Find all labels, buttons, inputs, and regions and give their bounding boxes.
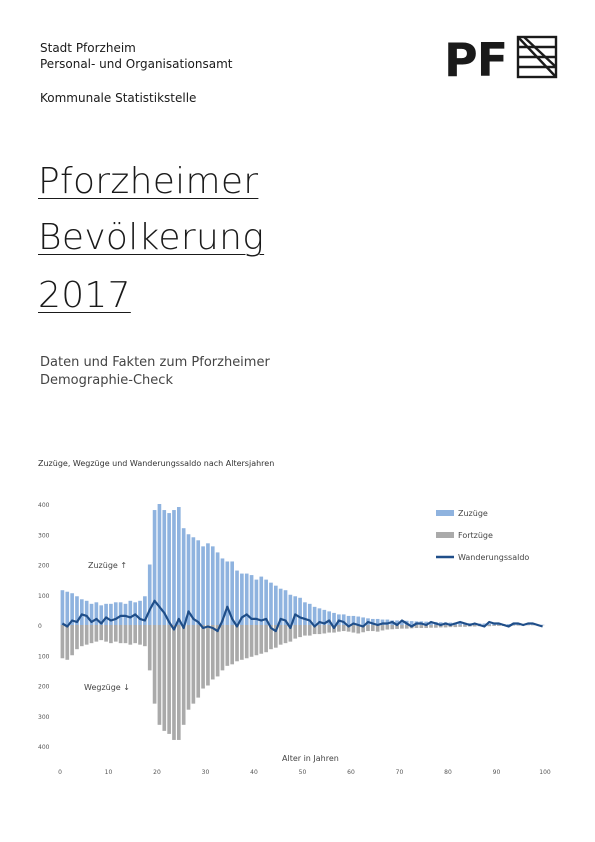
bar-fortzuege: [318, 625, 322, 634]
bar-zuzuege: [177, 507, 181, 625]
bar-fortzuege: [80, 625, 84, 646]
bar-fortzuege: [109, 625, 113, 643]
x-tick-label: 0: [58, 769, 62, 776]
bar-zuzuege: [182, 528, 186, 625]
bar-fortzuege: [104, 625, 108, 642]
legend-swatch-zuzuege: [436, 510, 454, 516]
pf-logo: [444, 34, 562, 80]
bar-fortzuege: [192, 625, 196, 704]
bar-fortzuege: [124, 625, 128, 643]
bar-fortzuege: [167, 625, 171, 734]
legend-label-saldo: Wanderungssaldo: [458, 553, 530, 562]
chart-legend: [436, 509, 529, 562]
bar-fortzuege: [206, 625, 210, 686]
bar-zuzuege: [206, 543, 210, 625]
bar-fortzuege: [255, 625, 259, 655]
x-tick-label: 30: [201, 769, 210, 776]
bar-fortzuege: [143, 625, 147, 646]
chart-annotation-wegzuege: Wegzüge ↓: [84, 683, 130, 692]
x-tick-label: 70: [395, 769, 404, 776]
x-tick-label: 90: [492, 769, 501, 776]
x-tick-label: 10: [104, 769, 113, 776]
migration-chart: [30, 454, 570, 794]
x-tick-label: 80: [444, 769, 452, 776]
x-axis-label: Alter in Jahren: [282, 754, 339, 763]
bar-zuzuege: [289, 595, 293, 625]
bar-zuzuege: [259, 577, 263, 625]
bar-fortzuege: [308, 625, 312, 636]
title-line-2: Bevölkerung: [38, 217, 265, 258]
bar-fortzuege: [337, 625, 341, 632]
bar-zuzuege: [332, 613, 336, 625]
legend-swatch-fortzuege: [436, 532, 454, 538]
bar-fortzuege: [65, 625, 69, 660]
bar-fortzuege: [187, 625, 191, 710]
bar-fortzuege: [298, 625, 302, 637]
bar-fortzuege: [327, 625, 331, 633]
bar-fortzuege: [240, 625, 244, 660]
bar-fortzuege: [70, 625, 74, 655]
bar-fortzuege: [177, 625, 181, 740]
bar-zuzuege: [138, 601, 142, 625]
bar-zuzuege: [172, 510, 176, 625]
bar-fortzuege: [99, 625, 103, 640]
bar-fortzuege: [264, 625, 268, 652]
x-tick-label: 60: [347, 769, 355, 776]
bar-zuzuege: [313, 607, 317, 625]
chart-annotation-zuzuege: Zuzüge ↑: [88, 561, 128, 570]
bar-zuzuege: [167, 513, 171, 625]
bar-zuzuege: [129, 601, 133, 625]
bar-zuzuege: [211, 546, 215, 625]
bar-fortzuege: [153, 625, 157, 704]
bar-fortzuege: [201, 625, 205, 689]
bar-fortzuege: [371, 625, 375, 631]
bar-fortzuege: [497, 625, 501, 626]
bar-fortzuege: [458, 625, 462, 627]
bar-fortzuege: [85, 625, 89, 645]
bar-fortzuege: [162, 625, 166, 731]
title-line-1: Pforzheimer: [38, 161, 259, 202]
bar-fortzuege: [196, 625, 200, 698]
bar-fortzuege: [284, 625, 288, 643]
x-tick-label: 40: [250, 769, 258, 776]
bar-zuzuege: [303, 602, 307, 625]
bar-fortzuege: [216, 625, 220, 676]
bar-fortzuege: [129, 625, 133, 645]
bar-fortzuege: [90, 625, 94, 643]
bar-fortzuege: [492, 625, 496, 626]
bar-zuzuege: [410, 621, 414, 625]
bar-fortzuege: [279, 625, 283, 645]
bar-fortzuege: [226, 625, 230, 666]
bar-fortzuege: [182, 625, 186, 725]
bar-zuzuege: [114, 602, 118, 625]
bar-fortzuege: [95, 625, 99, 642]
bar-zuzuege: [124, 604, 128, 625]
y-tick-label: 200: [38, 562, 50, 570]
y-tick-label: 400: [38, 502, 50, 509]
bar-fortzuege: [303, 625, 307, 636]
bar-fortzuege: [119, 625, 123, 643]
bar-fortzuege: [133, 625, 137, 643]
bar-zuzuege: [245, 574, 249, 625]
bar-fortzuege: [381, 625, 385, 630]
bar-fortzuege: [487, 625, 491, 626]
bar-fortzuege: [453, 625, 457, 627]
bar-zuzuege: [153, 510, 157, 625]
bar-fortzuege: [420, 625, 424, 628]
bar-zuzuege: [109, 604, 113, 625]
bar-fortzuege: [158, 625, 162, 725]
bar-zuzuege: [216, 552, 220, 625]
bar-zuzuege: [61, 590, 65, 625]
bar-fortzuege: [352, 625, 356, 633]
bar-zuzuege: [65, 592, 69, 625]
bar-zuzuege: [85, 601, 89, 625]
bar-fortzuege: [366, 625, 370, 631]
bar-fortzuege: [148, 625, 152, 670]
chart-title: Zuzüge, Wegzüge und Wanderungssaldo nach Altersjahren: [38, 459, 275, 468]
y-tick-label: 100: [38, 653, 50, 661]
logo-emblem-icon: [518, 37, 556, 77]
bar-fortzuege: [463, 625, 467, 627]
y-tick-label: 300: [38, 532, 50, 540]
x-tick-label: 50: [298, 769, 307, 776]
bar-zuzuege: [196, 540, 200, 625]
bar-zuzuege: [192, 537, 196, 625]
bar-fortzuege: [61, 625, 65, 658]
bar-zuzuege: [235, 571, 239, 625]
header-line-department: Kommunale Statistikstelle: [40, 91, 197, 105]
bar-fortzuege: [259, 625, 263, 654]
bar-fortzuege: [293, 625, 297, 639]
bar-zuzuege: [104, 604, 108, 625]
bar-zuzuege: [347, 616, 351, 625]
subtitle-line-2: Demographie-Check: [40, 373, 173, 388]
bar-zuzuege: [201, 546, 205, 625]
header-line-city: Stadt Pforzheim: [40, 41, 136, 55]
bar-fortzuege: [250, 625, 254, 657]
x-tick-label: 100: [539, 769, 551, 776]
y-tick-label: 400: [38, 744, 50, 751]
bar-fortzuege: [323, 625, 327, 633]
bar-zuzuege: [274, 586, 278, 625]
logo-text: PF: [444, 34, 508, 80]
subtitle-line-1: Daten und Fakten zum Pforzheimer: [40, 355, 270, 370]
bar-zuzuege: [162, 510, 166, 625]
y-tick-label: 300: [38, 713, 50, 721]
bar-fortzuege: [235, 625, 239, 661]
bar-zuzuege: [148, 565, 152, 626]
bar-fortzuege: [138, 625, 142, 645]
bar-zuzuege: [298, 598, 302, 625]
bar-fortzuege: [211, 625, 215, 679]
y-tick-label: 100: [38, 592, 50, 600]
x-tick-label: 20: [153, 769, 161, 776]
bar-fortzuege: [429, 625, 433, 628]
legend-label-fortzuege: Fortzüge: [458, 531, 493, 540]
bar-zuzuege: [80, 599, 84, 625]
bar-fortzuege: [390, 625, 394, 629]
bar-fortzuege: [400, 625, 404, 629]
bar-fortzuege: [444, 625, 448, 627]
bar-fortzuege: [230, 625, 234, 664]
bar-fortzuege: [342, 625, 346, 631]
bar-zuzuege: [269, 583, 273, 625]
bar-fortzuege: [172, 625, 176, 740]
bar-fortzuege: [245, 625, 249, 658]
bar-zuzuege: [226, 561, 230, 625]
y-tick-label: 0: [38, 623, 42, 630]
bar-zuzuege: [119, 602, 123, 625]
bar-fortzuege: [473, 625, 477, 627]
bar-fortzuege: [75, 625, 79, 649]
bar-fortzuege: [114, 625, 118, 642]
header-line-office: Personal- und Organisationsamt: [40, 57, 233, 71]
bar-fortzuege: [221, 625, 225, 670]
y-tick-label: 200: [38, 683, 50, 691]
bar-fortzuege: [386, 625, 390, 630]
title-line-3: 2017: [38, 275, 131, 316]
bar-fortzuege: [434, 625, 438, 628]
legend-label-zuzuege: Zuzüge: [458, 509, 488, 518]
bar-fortzuege: [517, 625, 521, 626]
